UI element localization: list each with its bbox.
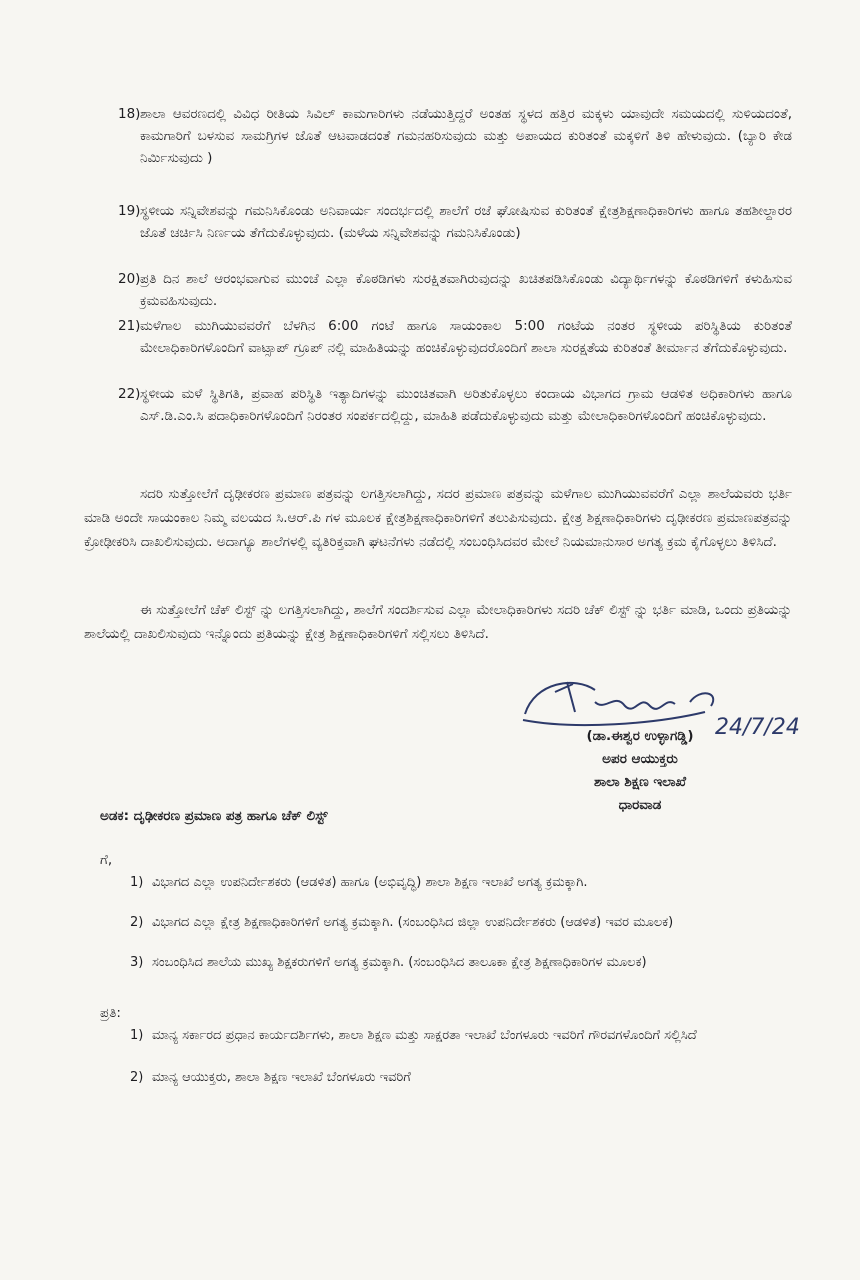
point-number: 20) [118, 271, 141, 287]
recipient-number: 2) [130, 915, 144, 930]
point-text: ಸ್ಥಳೀಯ ಸನ್ನಿವೇಶವನ್ನು ಗಮನಿಸಿಕೊಂಡು ಅನಿವಾರ್ಯ ಸಂದರ್ಭದಲ್ಲಿ ಶಾಲೆಗೆ ರಜೆ ಘೋಷಿಸುವ ಕುರಿತಂತೆ ಕ್ಷೇತ್ರಶಿಕ್ಷಣಾಧಿಕಾರಿಗಳು ಹಾಗೂ ತಹಶೀಲ್ದಾರರ ಜೊತೆ ಚರ್ಚಿಸಿ ನಿರ್ಣಯ ತೆಗೆದುಕೊಳ್ಳುವುದು. (ಮಳೆಯ ಸನ್ನಿವೇಶವನ್ನು ಗಮನಿಸಿಕೊಂಡು) [140, 203, 792, 241]
enclosure-note: ಅಡಕ: ದೃಢೀಕರಣ ಪ್ರಮಾಣ ಪತ್ರ ಹಾಗೂ ಚೆಕ್ ಲಿಸ್ಟ್ [100, 808, 328, 824]
copy-text: ಮಾನ್ಯ ಸರ್ಕಾರದ ಪ್ರಧಾನ ಕಾರ್ಯದರ್ಶಿಗಳು, ಶಾಲಾ ಶಿಕ್ಷಣ ಮತ್ತು ಸಾಕ್ಷರತಾ ಇಲಾಖೆ ಬೆಂಗಳೂರು ಇವರಿಗೆ ಗೌರವಗಳೊಂದಿಗೆ ಸಲ್ಲಿಸಿದೆ [152, 1028, 697, 1043]
point-text: ಪ್ರತಿ ದಿನ ಶಾಲೆ ಆರಂಭವಾಗುವ ಮುಂಚೆ ಎಲ್ಲಾ ಕೊಠಡಿಗಳು ಸುರಕ್ಷಿತವಾಗಿರುವುದನ್ನು ಖಚಿತಪಡಿಸಿಕೊಂಡು ವಿದ್ಯಾರ್ಥಿಗಳನ್ನು ಕೊಠಡಿಗಳಿಗೆ ಕಳುಹಿಸುವ ಕ್ರಮವಹಿಸುವುದು. [140, 271, 792, 309]
copy-label: ಪ್ರತಿ: [100, 1005, 121, 1021]
handwritten-date: 24/7/24 [715, 715, 800, 740]
point-text: ಶಾಲಾ ಆವರಣದಲ್ಲಿ ವಿವಿಧ ರೀತಿಯ ಸಿವಿಲ್ ಕಾಮಗಾರಿಗಳು ನಡೆಯುತ್ತಿದ್ದರೆ ಅಂತಹ ಸ್ಥಳದ ಹತ್ತಿರ ಮಕ್ಕಳು ಯಾವುದೇ ಸಮಯದಲ್ಲಿ ಸುಳಿಯದಂತೆ, ಕಾಮಗಾರಿಗೆ ಬಳಸುವ ಸಾಮಗ್ರಿಗಳ ಜೊತೆ ಆಟವಾಡದಂತೆ ಗಮನಹರಿಸುವುದು ಮತ್ತು ಅಪಾಯದ ಕುರಿತಂತೆ ಮಕ್ಕಳಿಗೆ ತಿಳಿ ಹೇಳುವುದು. (ಬ್ಯಾರಿ ಕೇಡ ನಿರ್ಮಿಸುವುದು ) [140, 106, 792, 166]
point-18 [118, 103, 792, 169]
point-text: ಮಳೆಗಾಲ ಮುಗಿಯುವವರೆಗೆ ಬೆಳಗಿನ 6:00 ಗಂಟೆ ಹಾಗೂ ಸಾಯಂಕಾಲ 5:00 ಗಂಟೆಯ ನಂತರ ಸ್ಥಳೀಯ ಪರಿಸ್ಥಿತಿಯ ಕುರಿತಂತೆ ಮೇಲಾಧಿಕಾರಿಗಳೊಂದಿಗೆ ವಾಟ್ಸಾಪ್ ಗ್ರೂಪ್ ನಲ್ಲಿ ಮಾಹಿತಿಯನ್ನು ಹಂಚಿಕೊಳ್ಳುವುದರೊಂದಿಗೆ ಶಾಲಾ ಸುರಕ್ಷತೆಯ ಕುರಿತಂತೆ ತೀರ್ಮಾನ ತೆಗೆದುಕೊಳ್ಳುವುದು. [140, 318, 792, 356]
signatory-name: (ಡಾ.ಈಶ್ವರ ಉಳ್ಳಾಗಡ್ಡಿ) [586, 728, 694, 744]
recipient-text: ವಿಭಾಗದ ಎಲ್ಲಾ ಕ್ಷೇತ್ರ ಶಿಕ್ಷಣಾಧಿಕಾರಿಗಳಿಗೆ ಅಗತ್ಯ ಕ್ರಮಕ್ಕಾಗಿ. (ಸಂಬಂಧಿಸಿದ ಜಿಲ್ಲಾ ಉಪನಿರ್ದೇಶಕರು (ಆಡಳಿತ) ಇವರ ಮೂಲಕ) [152, 915, 674, 930]
signatory-place: ಧಾರವಾಡ [618, 797, 662, 813]
recipient-text: ಸಂಬಂಧಿಸಿದ ಶಾಲೆಯ ಮುಖ್ಯ ಶಿಕ್ಷಕರುಗಳಿಗೆ ಅಗತ್ಯ ಕ್ರಮಕ್ಕಾಗಿ. (ಸಂಬಂಧಿಸಿದ ತಾಲೂಕಾ ಕ್ಷೇತ್ರ ಶಿಕ್ಷಣಾಧಿಕಾರಿಗಳ ಮೂಲಕ) [152, 955, 647, 970]
recipient-number: 3) [130, 955, 144, 970]
signatory-department: ಶಾಲಾ ಶಿಕ್ಷಣ ಇಲಾಖೆ [593, 774, 687, 790]
copy-1 [130, 1025, 750, 1046]
point-number: 22) [118, 386, 141, 402]
recipient-1 [130, 872, 750, 893]
copy-number: 1) [130, 1028, 144, 1043]
to-label: ಗೆ, [100, 852, 113, 868]
recipient-3 [130, 952, 750, 973]
point-number: 18) [118, 106, 141, 122]
point-number: 19) [118, 203, 141, 219]
recipient-2 [130, 912, 750, 933]
recipient-number: 1) [130, 875, 144, 890]
point-number: 21) [118, 318, 141, 334]
body-paragraph-2: ಈ ಸುತ್ತೋಲೆಗೆ ಚೆಕ್ ಲಿಸ್ಟ್ ನ್ನು ಲಗತ್ತಿಸಲಾಗಿದ್ದು, ಶಾಲೆಗೆ ಸಂದರ್ಶಿಸುವ ಎಲ್ಲಾ ಮೇಲಾಧಿಕಾರಿಗಳು ಸದರಿ ಚೆಕ್ ಲಿಸ್ಟ್ ನ್ನು ಭರ್ತಿ ಮಾಡಿ, ಒಂದು ಪ್ರತಿಯನ್ನು ಶಾಲೆಯಲ್ಲಿ ದಾಖಲಿಸುವುದು ಇನ್ನೊಂದು ಪ್ರತಿಯನ್ನು ಕ್ಷೇತ್ರ ಶಿಕ್ಷಣಾಧಿಕಾರಿಗಳಿಗೆ ಸಲ್ಲಿಸಲು ತಿಳಿಸಿದೆ. [84, 602, 792, 642]
point-20 [118, 268, 792, 312]
body-paragraph-1: ಸದರಿ ಸುತ್ತೋಲೆಗೆ ದೃಢೀಕರಣ ಪ್ರಮಾಣ ಪತ್ರವನ್ನು ಲಗತ್ತಿಸಲಾಗಿದ್ದು, ಸದರ ಪ್ರಮಾಣ ಪತ್ರವನ್ನು ಮಳೆಗಾಲ ಮುಗಿಯುವವರೆಗೆ ಎಲ್ಲಾ ಶಾಲೆಯವರು ಭರ್ತಿ ಮಾಡಿ ಅಂದೇ ಸಾಯಂಕಾಲ ನಿಮ್ಮ ವಲಯದ ಸಿ.ಆರ್.ಪಿ ಗಳ ಮೂಲಕ ಕ್ಷೇತ್ರಶಿಕ್ಷಣಾಧಿಕಾರಿಗಳಿಗೆ ತಲುಪಿಸುವುದು. ಕ್ಷೇತ್ರ ಶಿಕ್ಷಣಾಧಿಕಾರಿಗಳು ದೃಢೀಕರಣ ಪ್ರಮಾಣಪತ್ರವನ್ನು ಕ್ರೋಢೀಕರಿಸಿ ದಾಖಲಿಸುವುದು. ಅದಾಗ್ಯೂ ಶಾಲೆಗಳಲ್ಲಿ ವ್ಯತಿರಿಕ್ತವಾಗಿ ಘಟನೆಗಳು ನಡೆದಲ್ಲಿ ಸಂಬಂಧಿಸಿದವರ ಮೇಲೆ ನಿಯಮಾನುಸಾರ ಅಗತ್ಯ ಕ್ರಮ ಕೈಗೊಳ್ಳಲು ತಿಳಿಸಿದೆ. [84, 486, 792, 550]
signature-block [520, 725, 760, 817]
point-19 [118, 200, 792, 244]
signatory-designation: ಅಪರ ಆಯುಕ್ತರು [602, 751, 678, 767]
point-22 [118, 383, 792, 427]
copy-2 [130, 1067, 750, 1088]
copy-number: 2) [130, 1070, 144, 1085]
copy-text: ಮಾನ್ಯ ಆಯುಕ್ತರು, ಶಾಲಾ ಶಿಕ್ಷಣ ಇಲಾಖೆ ಬೆಂಗಳೂರು ಇವರಿಗೆ [152, 1070, 411, 1085]
point-21 [118, 315, 792, 359]
point-text: ಸ್ಥಳೀಯ ಮಳೆ ಸ್ಥಿತಿಗತಿ, ಪ್ರವಾಹ ಪರಿಸ್ಥಿತಿ ಇತ್ಯಾದಿಗಳನ್ನು ಮುಂಚಿತವಾಗಿ ಅರಿತುಕೊಳ್ಳಲು ಕಂದಾಯ ವಿಭಾಗದ ಗ್ರಾಮ ಆಡಳಿತ ಅಧಿಕಾರಿಗಳು ಹಾಗೂ ಎಸ್.ಡಿ.ಎಂ.ಸಿ ಪದಾಧಿಕಾರಿಗಳೊಂದಿಗೆ ನಿರಂತರ ಸಂಪರ್ಕದಲ್ಲಿದ್ದು, ಮಾಹಿತಿ ಪಡೆದುಕೊಳ್ಳುವುದು ಮತ್ತು ಮೇಲಾಧಿಕಾರಿಗಳೊಂದಿಗೆ ಹಂಚಿಕೊಳ್ಳುವುದು. [140, 386, 792, 424]
recipient-text: ವಿಭಾಗದ ಎಲ್ಲಾ ಉಪನಿರ್ದೇಶಕರು (ಆಡಳಿತ) ಹಾಗೂ (ಅಭಿವೃದ್ಧಿ) ಶಾಲಾ ಶಿಕ್ಷಣ ಇಲಾಖೆ ಅಗತ್ಯ ಕ್ರಮಕ್ಕಾಗಿ. [152, 875, 588, 890]
